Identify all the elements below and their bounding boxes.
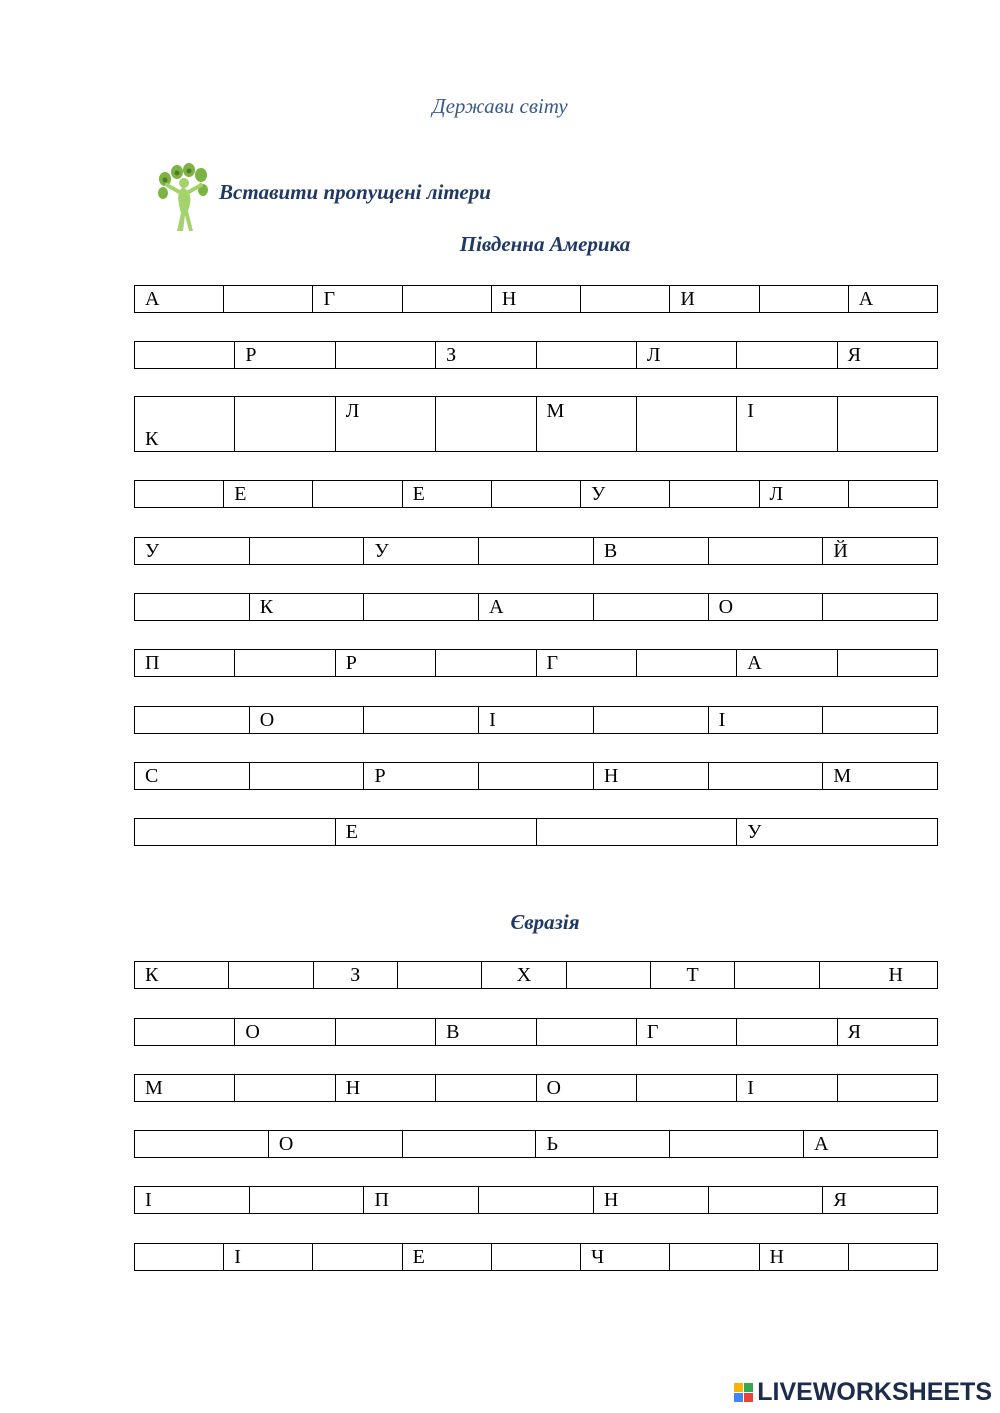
letter-cell[interactable] bbox=[594, 707, 709, 733]
letter-cell[interactable] bbox=[594, 594, 709, 620]
logo-text: LIVEWORKSHEETS bbox=[757, 1378, 992, 1406]
letter-cell[interactable] bbox=[235, 397, 335, 451]
instruction-text: Вставити пропущені літери bbox=[219, 179, 491, 204]
letter-cell[interactable]: К bbox=[135, 962, 229, 988]
letter-cell[interactable] bbox=[135, 707, 250, 733]
letter-cell[interactable] bbox=[235, 1075, 335, 1101]
letter-cell[interactable] bbox=[135, 1244, 224, 1270]
letter-cell[interactable]: У bbox=[581, 481, 670, 507]
letter-cell[interactable] bbox=[364, 594, 479, 620]
letter-cell[interactable] bbox=[737, 342, 837, 368]
letter-cell[interactable] bbox=[135, 819, 336, 845]
letter-cell[interactable]: Е bbox=[224, 481, 313, 507]
letter-cell[interactable] bbox=[760, 286, 849, 312]
letter-cell[interactable] bbox=[670, 1244, 759, 1270]
letter-cell[interactable] bbox=[537, 342, 637, 368]
letter-cell[interactable] bbox=[436, 650, 536, 676]
letter-cell[interactable]: І bbox=[479, 707, 594, 733]
letter-cell[interactable] bbox=[135, 594, 250, 620]
letter-cell[interactable] bbox=[250, 538, 365, 564]
letter-cell[interactable]: Н bbox=[492, 286, 581, 312]
letter-cell[interactable] bbox=[537, 819, 738, 845]
letter-cell[interactable]: Н bbox=[760, 1244, 849, 1270]
word-row bbox=[134, 396, 938, 452]
letter-cell[interactable] bbox=[709, 538, 824, 564]
letter-cell[interactable]: О bbox=[537, 1075, 637, 1101]
letter-cell[interactable] bbox=[670, 1131, 804, 1157]
letter-cell[interactable] bbox=[229, 962, 313, 988]
letter-cell[interactable]: А bbox=[804, 1131, 938, 1157]
letter-cell[interactable]: О bbox=[250, 707, 365, 733]
letter-cell[interactable] bbox=[709, 763, 824, 789]
letter-cell[interactable] bbox=[492, 1244, 581, 1270]
letter-cell[interactable]: О bbox=[269, 1131, 403, 1157]
letter-cell[interactable]: І bbox=[224, 1244, 313, 1270]
letter-cell[interactable] bbox=[823, 707, 938, 733]
word-row bbox=[134, 1130, 938, 1158]
letter-cell[interactable] bbox=[135, 481, 224, 507]
word-row bbox=[134, 341, 938, 369]
letter-cell[interactable] bbox=[737, 1019, 837, 1045]
word-row bbox=[134, 1018, 938, 1046]
letter-cell[interactable] bbox=[637, 397, 737, 451]
letter-cell[interactable] bbox=[735, 962, 819, 988]
letter-cell[interactable]: А bbox=[737, 650, 837, 676]
word-row bbox=[134, 480, 938, 508]
letter-cell[interactable] bbox=[403, 286, 492, 312]
word-row bbox=[134, 762, 938, 790]
word-row bbox=[134, 706, 938, 734]
letter-cell[interactable] bbox=[849, 1244, 938, 1270]
letter-cell[interactable] bbox=[364, 707, 479, 733]
letter-cell[interactable]: Н bbox=[336, 1075, 436, 1101]
letter-cell[interactable]: Л bbox=[336, 397, 436, 451]
letter-cell[interactable]: М bbox=[135, 1075, 235, 1101]
letter-cell[interactable] bbox=[250, 1187, 365, 1213]
letter-cell[interactable]: И bbox=[670, 286, 759, 312]
letter-cell[interactable]: М bbox=[823, 763, 938, 789]
letter-cell[interactable] bbox=[436, 1075, 536, 1101]
letter-cell[interactable]: З bbox=[436, 342, 536, 368]
letter-cell[interactable]: А bbox=[135, 286, 224, 312]
letter-cell[interactable] bbox=[581, 286, 670, 312]
letter-cell[interactable]: А bbox=[479, 594, 594, 620]
word-row bbox=[134, 1243, 938, 1271]
letter-cell[interactable]: У bbox=[364, 538, 479, 564]
letter-cell[interactable]: Ь bbox=[536, 1131, 670, 1157]
letter-cell[interactable]: Г bbox=[637, 1019, 737, 1045]
letter-cell[interactable]: Л bbox=[760, 481, 849, 507]
letter-cell[interactable] bbox=[224, 286, 313, 312]
letter-cell[interactable] bbox=[235, 650, 335, 676]
letter-cell[interactable] bbox=[313, 1244, 402, 1270]
letter-cell[interactable]: Г bbox=[313, 286, 402, 312]
letter-cell[interactable] bbox=[135, 1019, 235, 1045]
letter-cell[interactable] bbox=[537, 1019, 637, 1045]
letter-cell[interactable] bbox=[567, 962, 651, 988]
letter-cell[interactable]: І bbox=[135, 1187, 250, 1213]
word-row bbox=[134, 818, 938, 846]
letter-cell[interactable]: Я bbox=[838, 342, 938, 368]
letter-cell[interactable]: Н bbox=[594, 1187, 709, 1213]
word-row bbox=[134, 649, 938, 677]
letter-cell[interactable]: О bbox=[709, 594, 824, 620]
word-row bbox=[134, 1186, 938, 1214]
word-row bbox=[134, 537, 938, 565]
letter-cell[interactable]: Й bbox=[823, 538, 938, 564]
letter-cell[interactable]: І bbox=[737, 397, 837, 451]
letter-cell[interactable]: Е bbox=[336, 819, 537, 845]
letter-cell[interactable]: Р bbox=[364, 763, 479, 789]
letter-cell[interactable]: М bbox=[537, 397, 637, 451]
letter-cell[interactable]: Т bbox=[651, 962, 735, 988]
letter-cell[interactable] bbox=[135, 342, 235, 368]
word-row bbox=[134, 593, 938, 621]
letter-cell[interactable] bbox=[479, 763, 594, 789]
word-row bbox=[134, 961, 938, 989]
letter-cell[interactable]: Г bbox=[537, 650, 637, 676]
letter-cell[interactable] bbox=[336, 1019, 436, 1045]
letter-cell[interactable]: С bbox=[135, 763, 250, 789]
letter-cell[interactable]: Я bbox=[823, 1187, 938, 1213]
letter-cell[interactable] bbox=[403, 1131, 537, 1157]
liveworksheets-logo bbox=[734, 1378, 992, 1407]
instruction-block bbox=[155, 162, 491, 234]
word-row bbox=[134, 1074, 938, 1102]
letter-cell[interactable]: В bbox=[594, 538, 709, 564]
letter-cell[interactable]: Ч bbox=[581, 1244, 670, 1270]
letter-cell[interactable] bbox=[479, 538, 594, 564]
word-row bbox=[134, 285, 938, 313]
letter-cell[interactable] bbox=[823, 594, 938, 620]
page-title: Держави світу bbox=[432, 94, 568, 118]
section-title-eurasia: Євразія bbox=[510, 910, 580, 934]
letter-cell[interactable] bbox=[436, 397, 536, 451]
letter-cell[interactable] bbox=[838, 1075, 938, 1101]
letter-cell[interactable] bbox=[637, 650, 737, 676]
letter-cell[interactable] bbox=[250, 763, 365, 789]
letter-cell[interactable] bbox=[838, 650, 938, 676]
letter-cell[interactable]: Л bbox=[637, 342, 737, 368]
letter-cell[interactable]: Х bbox=[482, 962, 566, 988]
letter-cell[interactable]: К bbox=[250, 594, 365, 620]
letter-cell[interactable] bbox=[336, 342, 436, 368]
letter-cell[interactable] bbox=[849, 481, 938, 507]
letter-cell[interactable] bbox=[492, 481, 581, 507]
letter-cell[interactable]: У bbox=[737, 819, 938, 845]
letter-cell[interactable]: Р bbox=[336, 650, 436, 676]
letter-cell[interactable]: О bbox=[235, 1019, 335, 1045]
letter-cell[interactable] bbox=[709, 1187, 824, 1213]
logo-blocks-icon bbox=[734, 1383, 753, 1402]
letter-cell[interactable] bbox=[398, 962, 482, 988]
letter-cell[interactable]: Н bbox=[594, 763, 709, 789]
letter-cell[interactable] bbox=[637, 1075, 737, 1101]
letter-cell[interactable]: Н bbox=[820, 962, 938, 988]
letter-cell[interactable]: І bbox=[737, 1075, 837, 1101]
letter-cell[interactable]: Я bbox=[838, 1019, 938, 1045]
letter-cell[interactable]: В bbox=[436, 1019, 536, 1045]
letter-cell[interactable]: Е bbox=[403, 481, 492, 507]
letter-cell[interactable]: П bbox=[135, 650, 235, 676]
letter-cell[interactable] bbox=[670, 481, 759, 507]
letter-cell[interactable] bbox=[838, 397, 938, 451]
letter-cell[interactable] bbox=[313, 481, 402, 507]
letter-cell[interactable]: Р bbox=[235, 342, 335, 368]
letter-cell[interactable]: К bbox=[135, 397, 235, 451]
letter-cell[interactable]: З bbox=[314, 962, 398, 988]
green-figure-icon bbox=[155, 163, 211, 233]
letter-cell[interactable] bbox=[135, 1131, 269, 1157]
letter-cell[interactable] bbox=[479, 1187, 594, 1213]
letter-cell[interactable]: Е bbox=[403, 1244, 492, 1270]
letter-cell[interactable]: П bbox=[364, 1187, 479, 1213]
section-title-south-america: Південна Америка bbox=[459, 232, 631, 256]
letter-cell[interactable]: А bbox=[849, 286, 938, 312]
letter-cell[interactable]: І bbox=[709, 707, 824, 733]
letter-cell[interactable]: У bbox=[135, 538, 250, 564]
